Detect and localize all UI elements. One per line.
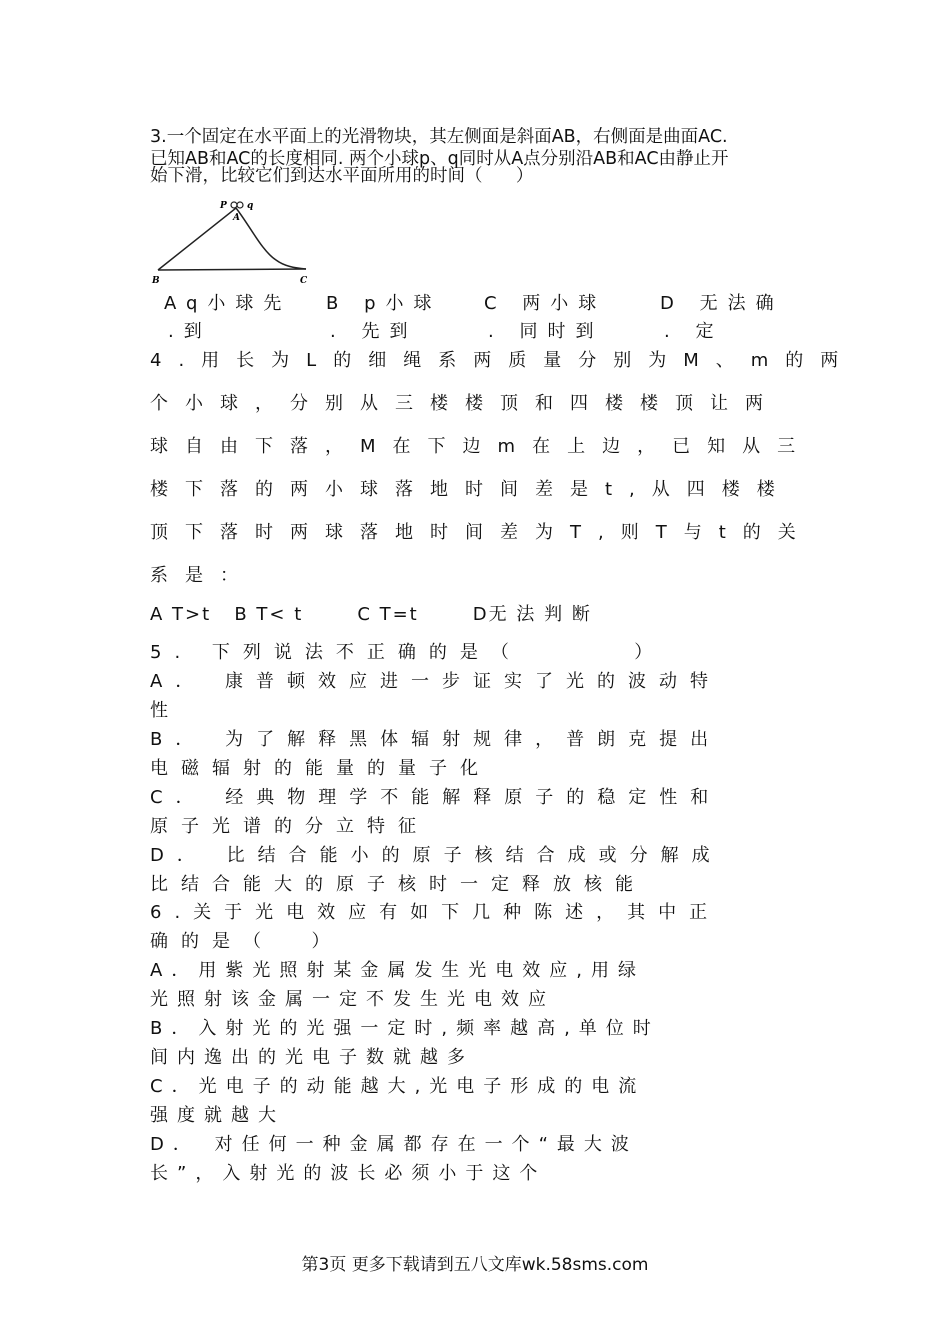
figure-label-b: B: [152, 276, 160, 286]
q6-line-10: 长”，入射光的波长必须小于这个: [150, 1163, 547, 1184]
q4-options: A T>t B T< t C T=t D无 法 判 断: [150, 604, 592, 625]
q4-line-2: 个小球，分别从三楼楼顶和四楼楼顶让两: [150, 393, 780, 414]
figure-label-c: C: [300, 276, 308, 286]
figure-label-q: q: [247, 201, 254, 211]
q3-option-c-line1: C 两小球: [484, 293, 607, 314]
q3-option-d-line2: . 定: [664, 321, 724, 342]
q3-option-c-line2: . 同时到: [488, 321, 604, 342]
q5-line-8: D． 比结合能小的原子核结合成或分解成: [150, 845, 723, 866]
q5-line-9: 比结合能大的原子核时一定释放核能: [150, 874, 646, 895]
q4-line-4: 楼下落的两小球落地时间差是t,从四楼楼: [150, 479, 792, 500]
q3-option-d-line1: D 无法确: [660, 293, 784, 314]
q5-line-4: B． 为了解释黑体辐射规律，普朗克提出: [150, 729, 722, 750]
q6-line-8: 强度就越大: [150, 1105, 285, 1126]
incline-curve-figure: [150, 196, 315, 288]
page-footer: 第3页 更多下载请到五八文库wk.58sms.com: [301, 1255, 649, 1275]
q3-option-a-line1: Aq小球先: [164, 293, 292, 314]
q4-line-6: 系是：: [150, 565, 255, 586]
q3-option-b-line1: B p小球: [326, 293, 442, 314]
q5-line-3: 性: [150, 700, 181, 721]
q3-option-a-line2: .到: [168, 321, 212, 342]
q5-line-7: 原子光谱的分立特征: [150, 816, 429, 837]
q6-line-5: B．入射光的光强一定时,频率越高,单位时: [150, 1018, 660, 1039]
figure-label-a: A: [233, 213, 240, 223]
q3-line-3: 始下滑，比较它们到达水平面所用的时间（ ）: [150, 166, 534, 186]
q3-option-b-line2: . 先到: [330, 321, 418, 342]
q4-line-3: 球自由下落，M在下边m在上边，已知从三: [150, 436, 813, 457]
q6-line-9: D． 对任何一种金属都存在一个“最大波: [150, 1134, 638, 1155]
q6-line-6: 间内逸出的光电子数就越多: [150, 1047, 474, 1068]
q4-line-1: 4.用长为L的细绳系两质量分别为M、m的两: [150, 350, 856, 371]
q6-line-2: 确的是（ ）: [150, 931, 343, 952]
q3-options: [150, 290, 800, 346]
q6-line-3: A．用紫光照射某金属发生光电效应,用绿: [150, 960, 646, 981]
q6-line-7: C．光电子的动能越大,光电子形成的电流: [150, 1076, 646, 1097]
q5-line-5: 电磁辐射的能量的量子化: [150, 758, 491, 779]
figure-label-p: P: [220, 201, 227, 211]
q6-line-4: 光照射该金属一定不发生光电效应: [150, 989, 555, 1010]
q5-line-2: A． 康普顿效应进一步证实了光的波动特: [150, 671, 722, 692]
q5-line-1: 5. 下列说法不正确的是（ ）: [150, 642, 666, 663]
q3-line-2: 已知AB和AC的长度相同. 两个小球p、q同时从A点分别沿AB和AC由静止开: [150, 149, 729, 169]
q6-line-1: 6.关于光电效应有如下几种陈述，其中正: [150, 902, 721, 923]
q5-line-6: C． 经典物理学不能解释原子的稳定性和: [150, 787, 722, 808]
q3-line-1: 3.一个固定在水平面上的光滑物块，其左侧面是斜面AB，右侧面是曲面AC.: [150, 127, 728, 147]
q4-line-5: 顶下落时两球落地时间差为T,则T与t的关: [150, 522, 813, 543]
